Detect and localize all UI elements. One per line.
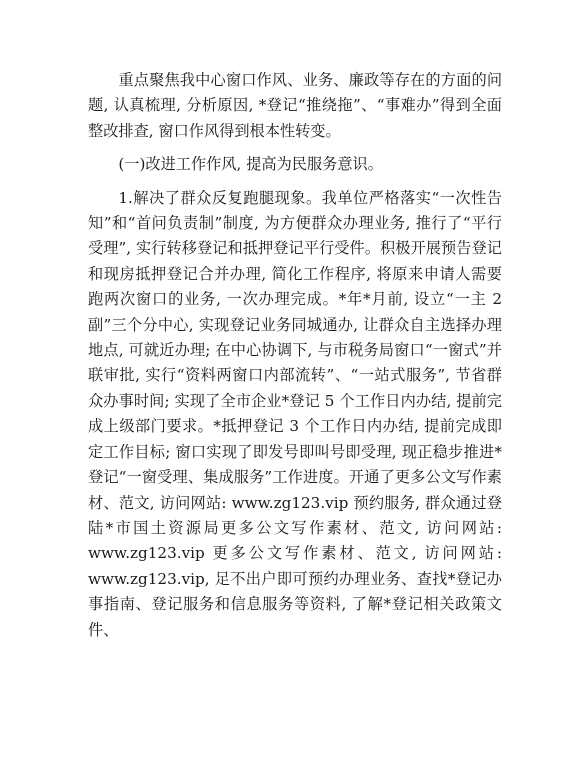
item-paragraph-1: 1.解决了群众反复跑腿现象。我单位严格落实“一次性告知”和“首问负责制”制度, 为方便群众办理业务, 推行了“平行受理”, 实行转移登记和抵押登记平行受件。积极开展预告登记和现房抵押登记合并办理, 简化工作程序, 将原来申请人需要跑两次窗口的业务, 一次办理完成。*年*月前, 设立“一主 2 副”三个分中心, 实现登记业务同城通办, 让群众自主选择办理地点, 可就近办理; 在中心协调下, 与市税务局窗口“一窗式”并联审批, 实行“资料两窗口内部流转”、“一站式服务”, 节省群众办事时间; 实现了全市企业*登记 5 个工作日内办结, 提前完成上级部门要求。*抵押登记 3 个工作日内办结, 提前完成即定工作目标; 窗口实现了即发号即叫号即受理, 现正稳步推进*登记“一窗受理、集成服务”工作进度。开通了更多公文写作素材、范文, 访问网站: www.zg123.vip 预约服务, 群众通过登陆*市国土资源局更多公文写作素材、范文, 访问网站: www.zg123.vip 更多公文写作素材、范文, 访问网站: www.zg123.vip, 足不出户即可预约办理业务、查找*登记办事指南、登记服务和信息服务等资料, 了解*登记相关政策文件、 [88, 188, 502, 639]
document-body [88, 68, 502, 643]
intro-paragraph: 重点聚焦我中心窗口作风、业务、廉政等存在的方面的问题, 认真梳理, 分析原因, *登记“推绕拖”、“事难办”得到全面整改排查, 窗口作风得到根本性转变。 [88, 71, 502, 140]
section-heading: (一)改进工作作风, 提高为民服务意识。 [118, 155, 383, 174]
